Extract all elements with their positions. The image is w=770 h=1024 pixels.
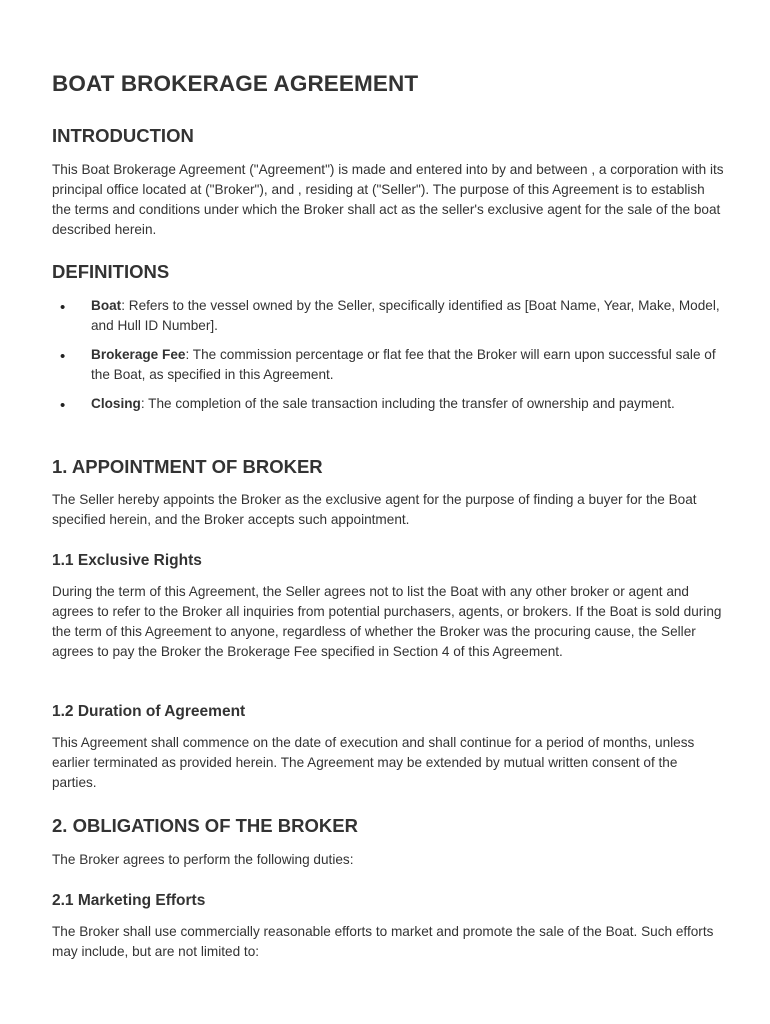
definition-item-closing [52,394,724,414]
definition-item-brokerage-fee [52,345,724,385]
section-1-1-heading: 1.1 Exclusive Rights [52,552,202,569]
section-2-1-paragraph: The Broker shall use commercially reasonable efforts to market and promote the sale of the Boat. Such efforts may include, but are not limited to: [52,924,714,959]
section-1-2-paragraph: This Agreement shall commence on the date of execution and shall continue for a period of months, unless earlier terminated as provided herein. The Agreement may be extended by mutual written consent of the parties. [52,735,695,790]
section-1-paragraph: The Seller hereby appoints the Broker as the exclusive agent for the purpose of finding a buyer for the Boat specified herein, and the Broker accepts such appointment. [52,492,697,527]
section-1-2-heading: 1.2 Duration of Agreement [52,703,246,720]
definitions-heading: DEFINITIONS [52,261,170,282]
section-1-1-paragraph: During the term of this Agreement, the Seller agrees not to list the Boat with any other broker or agent and agrees to refer to the Broker all inquiries from potential purchasers, agents, or brokers. If the Boat is sold during the term of this Agreement to anyone, regardless of whether the Broker was the procuring cause, the Seller agrees to pay the Broker the Brokerage Fee specified in Section 4 of this Agreement. [52,584,722,659]
definition-text: : The completion of the sale transaction including the transfer of ownership and payment. [140,396,675,411]
definition-term: Closing [91,396,141,411]
document-title: BOAT BROKERAGE AGREEMENT [52,71,419,96]
bullet-icon: • [60,397,66,414]
definition-text: : The commission percentage or flat fee that the Broker will earn upon successful sale of the Boat, as specified in this Agreement. [91,347,716,382]
bullet-icon: • [60,348,66,365]
definition-text: : Refers to the vessel owned by the Seller, specifically identified as [Boat Name, Year, Make, Model, and Hull ID Number]. [91,298,720,333]
section-1-heading: 1. APPOINTMENT OF BROKER [52,456,323,477]
definition-item-boat [52,296,724,336]
section-2-1-heading: 2.1 Marketing Efforts [52,892,206,909]
introduction-paragraph: This Boat Brokerage Agreement ("Agreement") is made and entered into by and between , a corporation with its principal office located at ("Broker"), and , residing at ("Seller"). The purpose of this Agreement is to establish the terms and conditions under which the Broker shall act as the seller's exclusive agent for the sale of the boat described herein. [52,162,724,237]
definitions-list [52,296,724,423]
introduction-heading: INTRODUCTION [52,125,194,146]
section-2-heading: 2. OBLIGATIONS OF THE BROKER [52,815,358,836]
definition-term: Brokerage Fee [91,347,186,362]
bullet-icon: • [60,299,66,316]
definition-term: Boat [91,298,122,313]
section-2-paragraph: The Broker agrees to perform the following duties: [52,852,354,867]
